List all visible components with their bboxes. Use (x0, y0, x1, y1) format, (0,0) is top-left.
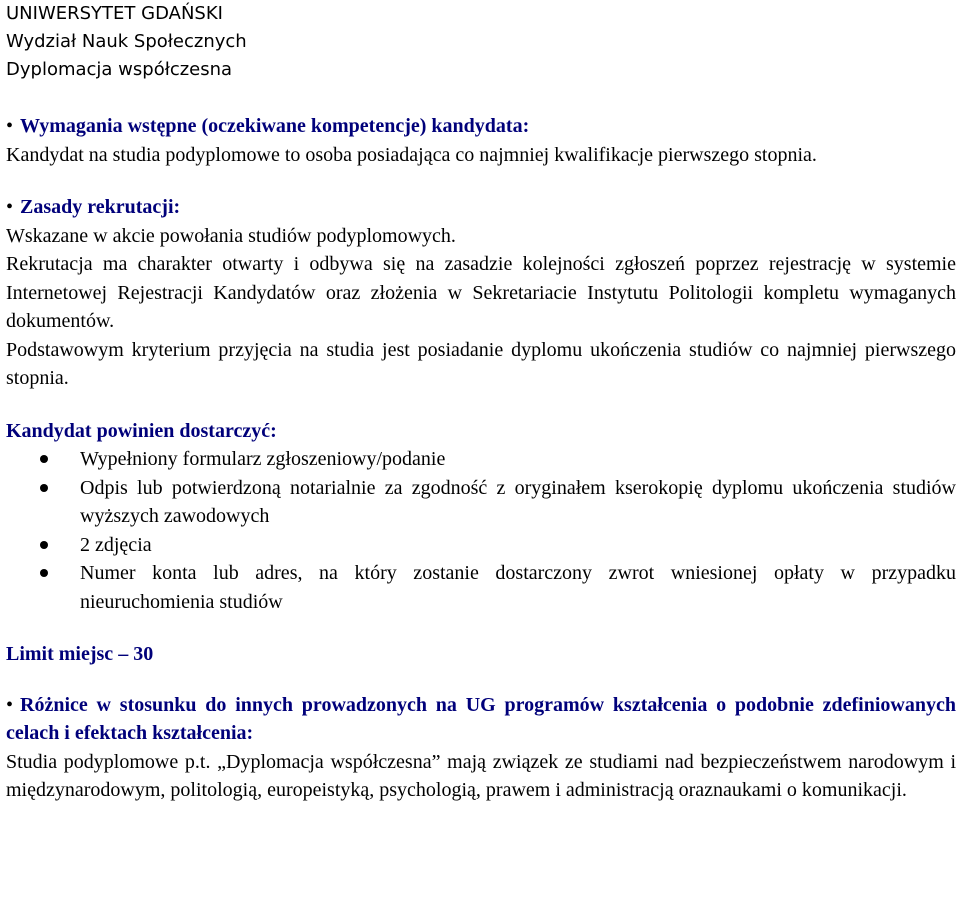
requirements-text: Kandydat na studia podyplomowe to osoba posiadająca co najmniej kwalifikacje pierwszego stopnia. (6, 143, 817, 166)
recruitment-paragraph: Rekrutacja ma charakter otwarty i odbywa się na zasadzie kolejności zgłoszeń poprzez rejestrację w systemie Internetowej Rejestracji Kandydatów oraz złożenia w Sekretariacie Instytutu Politologii kompletu wymaganych dokumentów. (6, 253, 956, 332)
list-item: Numer konta lub adres, na który zostanie dostarczony zwrot wniesionej opłaty w przypadku nieuruchomienia studiów (6, 559, 956, 616)
list-item: 2 zdjęcia (6, 531, 956, 560)
program-name: Dyplomacja współczesna (6, 59, 233, 80)
requirements-heading (6, 112, 956, 141)
recruitment-section (6, 193, 956, 393)
differences-text: Studia podyplomowe p.t. „Dyplomacja współczesna” mają związek ze studiami nad bezpieczeństwem narodowym i międzynarodowym, politologią, europeistyką, psychologią, prawem i administracją oraznaukami o komunikacji. (6, 750, 956, 801)
bullet-marker: • (6, 115, 14, 137)
document-body (6, 112, 956, 805)
document-header (6, 0, 247, 84)
documents-heading: Kandydat powinien dostarczyć: (6, 419, 277, 442)
faculty-name: Wydział Nauk Społecznych (6, 31, 247, 52)
list-item: Wypełniony formularz zgłoszeniowy/podanie (6, 445, 956, 474)
recruitment-heading-text: Zasady rekrutacji: (20, 196, 181, 218)
documents-list (6, 445, 956, 616)
differences-heading (6, 691, 956, 748)
differences-heading-text: Różnice w stosunku do innych prowadzonych na UG programów kształcenia o podobnie zdefiniowanych celach i efektach kształcenia: (6, 693, 956, 744)
university-name: UNIWERSYTET GDAŃSKI (6, 3, 223, 24)
documents-section (6, 417, 956, 617)
recruitment-heading (6, 193, 956, 222)
requirements-heading-text: Wymagania wstępne (oczekiwane kompetencje) kandydata: (20, 115, 530, 137)
recruitment-criterion: Podstawowym kryterium przyjęcia na studia jest posiadanie dyplomu ukończenia studiów co najmniej pierwszego stopnia. (6, 338, 956, 389)
differences-section (6, 691, 956, 805)
list-item: Odpis lub potwierdzoną notarialnie za zgodność z oryginałem kserokopię dyplomu ukończenia studiów wyższych zawodowych (6, 474, 956, 531)
bullet-marker: • (6, 693, 14, 716)
recruitment-line: Wskazane w akcie powołania studiów podyplomowych. (6, 224, 456, 247)
bullet-marker: • (6, 196, 14, 218)
places-limit: Limit miejsc – 30 (6, 643, 154, 665)
requirements-section (6, 112, 956, 169)
